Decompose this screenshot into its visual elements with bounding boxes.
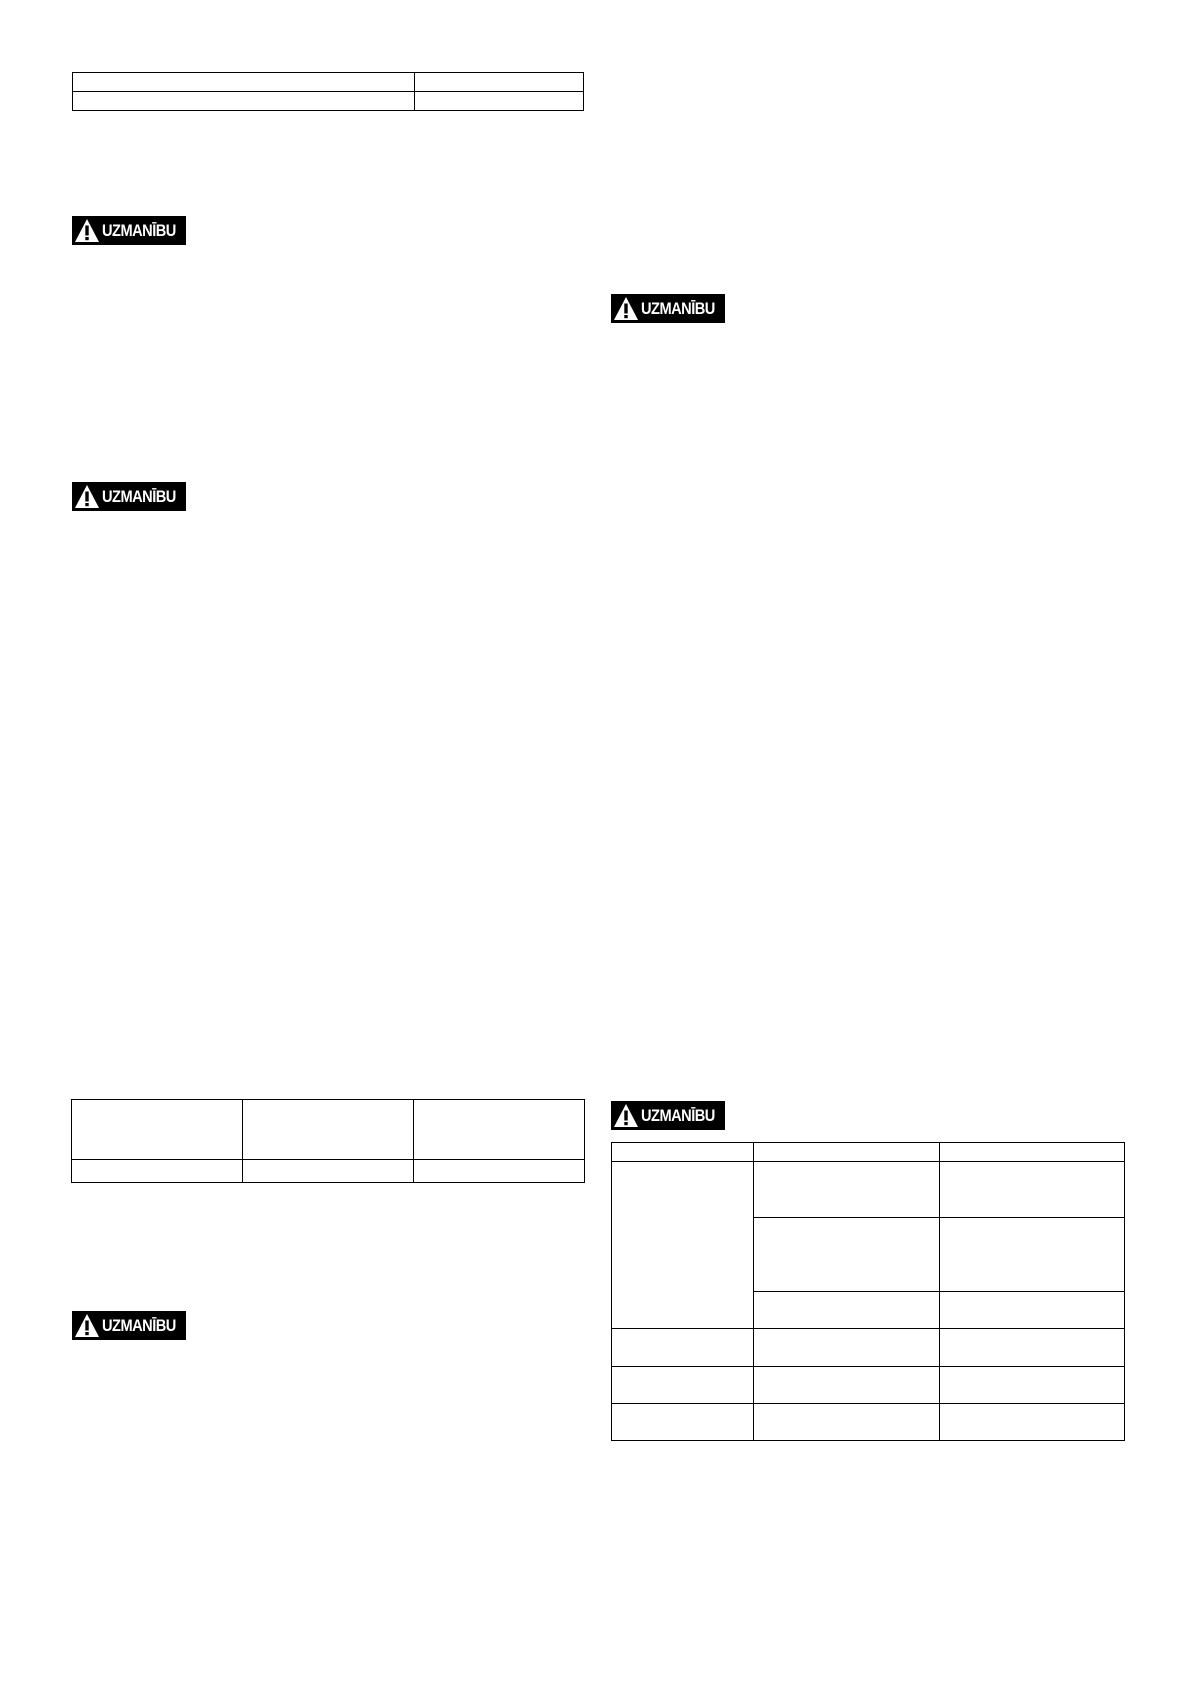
table-row — [612, 1367, 1125, 1404]
table-cell — [754, 1143, 940, 1162]
table-cell — [73, 92, 415, 111]
table-row — [73, 73, 584, 92]
warning-badge — [611, 294, 725, 323]
table-cell — [754, 1404, 940, 1441]
table-cell — [415, 73, 584, 92]
table-cell — [940, 1404, 1125, 1441]
table-cell — [72, 1160, 243, 1183]
warning-label: UZMANĪBU — [102, 1315, 176, 1335]
table-cell — [754, 1329, 940, 1367]
table-row — [612, 1329, 1125, 1367]
table-cell — [940, 1218, 1125, 1292]
table-row — [72, 1100, 585, 1160]
warning-badge — [72, 1311, 186, 1340]
table-cell — [612, 1367, 754, 1404]
table-cell — [940, 1367, 1125, 1404]
table-cell — [754, 1218, 940, 1292]
warning-triangle-icon — [74, 1313, 100, 1338]
table-row — [612, 1404, 1125, 1441]
table-cell — [612, 1162, 754, 1329]
table-cell — [754, 1367, 940, 1404]
table-cell — [73, 73, 415, 92]
warning-triangle-icon — [613, 296, 639, 321]
warning-label: UZMANĪBU — [641, 1105, 715, 1125]
table-cell — [72, 1100, 243, 1160]
warning-badge — [72, 216, 186, 245]
table-top-left — [72, 72, 584, 111]
table-cell — [754, 1162, 940, 1218]
warning-triangle-icon — [613, 1103, 639, 1128]
table-cell — [754, 1292, 940, 1329]
table-row — [73, 92, 584, 111]
table-cell — [414, 1160, 585, 1183]
table-cell — [612, 1143, 754, 1162]
warning-label: UZMANĪBU — [102, 486, 176, 506]
table-row — [612, 1162, 1125, 1218]
table-row — [72, 1160, 585, 1183]
table-cell — [940, 1143, 1125, 1162]
table-bottom-right — [611, 1142, 1125, 1441]
table-cell — [940, 1162, 1125, 1218]
warning-triangle-icon — [74, 218, 100, 243]
table-row — [612, 1143, 1125, 1162]
table-cell — [612, 1404, 754, 1441]
table-cell — [940, 1292, 1125, 1329]
table-cell — [415, 92, 584, 111]
table-cell — [414, 1100, 585, 1160]
warning-triangle-icon — [74, 484, 100, 509]
warning-badge — [72, 482, 186, 511]
table-bottom-left — [71, 1099, 585, 1183]
warning-badge — [611, 1101, 725, 1130]
warning-label: UZMANĪBU — [102, 220, 176, 240]
table-cell — [243, 1100, 414, 1160]
table-cell — [612, 1329, 754, 1367]
warning-label: UZMANĪBU — [641, 298, 715, 318]
table-cell — [243, 1160, 414, 1183]
table-cell — [940, 1329, 1125, 1367]
